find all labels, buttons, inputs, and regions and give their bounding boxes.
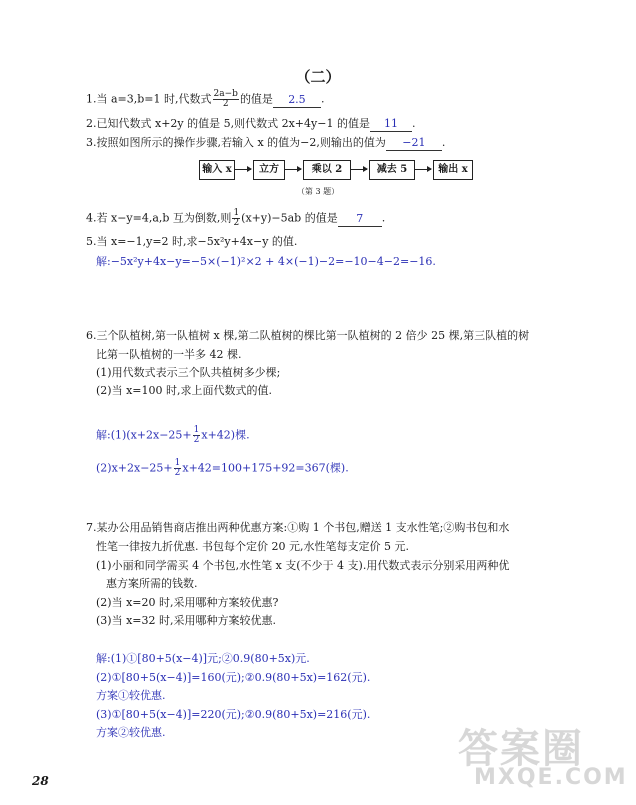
q5-solution: 解:−5x²y+4x−y=−5×(−1)²×2 + 4×(−1)−2=−10−4−2=−16. [96, 255, 436, 268]
q4-end: . [381, 211, 386, 225]
q6-sol2-fraction [174, 459, 182, 478]
watermark-text-cn: 答案圈 [458, 726, 584, 772]
question-4 [86, 209, 385, 228]
q7-line-5: (2)当 x=20 时,采用哪种方案较优惠? [96, 596, 279, 609]
q1-mid: 时,代数式 [164, 92, 212, 106]
q6-sol1-post: x+42)棵. [201, 428, 250, 442]
flow-box-multiply: 乘以 2 [303, 160, 351, 180]
q6-sol1-fraction-denominator: 2 [193, 435, 200, 445]
q4-fraction-numerator: 1 [233, 208, 240, 218]
q4-fraction-denominator: 2 [233, 218, 240, 228]
question-5: 5.当 x=−1,y=2 时,求−5x²y+4x−y 的值. [86, 235, 298, 248]
watermark-text-url: MXQE.COM [474, 765, 628, 790]
question-3 [86, 136, 445, 151]
q4-post: (x+y)−5ab 的值是 [241, 211, 338, 225]
flow-arrow-icon [235, 169, 251, 170]
q6-line-3: (1)用代数式表示三个队共植树多少棵; [96, 366, 281, 379]
q1-end: . [320, 92, 325, 106]
q6-sol2-fraction-numerator: 1 [174, 458, 181, 468]
q4-answer: 7 [338, 212, 382, 227]
q6-sol2-prefix: (2)x+2x−25+ [96, 461, 173, 475]
q4-prefix: 4.若 x−y=4,a,b 互为倒数,则 [86, 211, 232, 225]
q7-solution-5: 方案②较优惠. [96, 726, 166, 739]
question-2 [86, 117, 415, 132]
q6-sol2-fraction-denominator: 2 [174, 468, 181, 478]
q7-line-4: 惠方案所需的钱数. [106, 577, 198, 590]
q6-solution-2 [96, 459, 349, 478]
q6-sol1-fraction [193, 426, 201, 445]
q2-answer: 11 [370, 117, 412, 132]
flow-box-subtract: 减去 5 [369, 160, 415, 180]
q7-line-2: 性笔一律按九折优惠. 书包每个定价 20 元,水性笔每支定价 5 元. [96, 540, 409, 553]
q2-end: . [411, 117, 416, 130]
q7-solution-3: 方案①较优惠. [96, 689, 166, 702]
q3-end: . [441, 136, 446, 149]
page-number: 28 [32, 774, 49, 788]
q1-fraction-denominator: 2 [222, 99, 229, 109]
q4-fraction [232, 209, 240, 228]
flow-box-output: 输出 x [433, 160, 473, 180]
q7-line-6: (3)当 x=32 时,采用哪种方案较优惠. [96, 614, 276, 627]
watermark-logo [458, 717, 628, 790]
q3-text: 3.按照如图所示的操作步骤,若输入 x 的值为−2,则输出的值为 [86, 136, 386, 149]
q7-solution-4: (3)①[80+5(x−4)]=220(元);②0.9(80+5x)=216(元). [96, 708, 371, 721]
q2-text: 2.已知代数式 x+2y 的值是 5,则代数式 2x+4y−1 的值是 [86, 117, 370, 130]
q7-line-3: (1)小丽和同学需买 4 个书包,水性笔 x 支(不少于 4 支).用代数式表示分别采用两种优 [96, 559, 510, 572]
section-title: （二） [295, 68, 341, 86]
flowchart-caption: （第 3 题） [296, 187, 340, 196]
flow-arrow-icon [415, 169, 431, 170]
flow-box-cube: 立方 [253, 160, 285, 180]
q6-line-2: 比第一队植树的一半多 42 棵. [96, 348, 242, 361]
q7-solution-1: 解:(1)①[80+5(x−4)]元;②0.9(80+5x)元. [96, 652, 310, 665]
q1-post: 的值是 [239, 92, 273, 106]
q7-solution-2: (2)①[80+5(x−4)]=160(元);②0.9(80+5x)=162(元). [96, 671, 371, 684]
question-1 [86, 90, 324, 109]
q1-math: a=3,b=1 [107, 92, 165, 106]
flow-arrow-icon [351, 169, 367, 170]
q1-answer: 2.5 [273, 93, 321, 108]
q6-line-1: 6.三个队植树,第一队植树 x 棵,第二队植树的棵比第一队植树的 2 倍少 25 棵,第三队植的树 [86, 329, 530, 342]
q1-prefix: 1.当 [86, 92, 108, 106]
q6-sol1-fraction-numerator: 1 [193, 425, 200, 435]
q3-answer: −21 [386, 136, 442, 151]
q6-sol2-post: x+42=100+175+92=367(棵). [182, 461, 349, 475]
q6-line-4: (2)当 x=100 时,求上面代数式的值. [96, 384, 272, 397]
q7-line-1: 7.某办公用品销售商店推出两种优惠方案:①购 1 个书包,赠送 1 支水性笔;②购书包和水 [86, 521, 510, 534]
flow-arrow-icon [285, 169, 301, 170]
q1-fraction [213, 90, 239, 109]
q6-solution-1 [96, 426, 250, 445]
q1-fraction-numerator: 2a−b [213, 89, 238, 99]
flow-box-input: 输入 x [199, 160, 235, 180]
q6-sol1-prefix: 解:(1)(x+2x−25+ [96, 428, 192, 442]
